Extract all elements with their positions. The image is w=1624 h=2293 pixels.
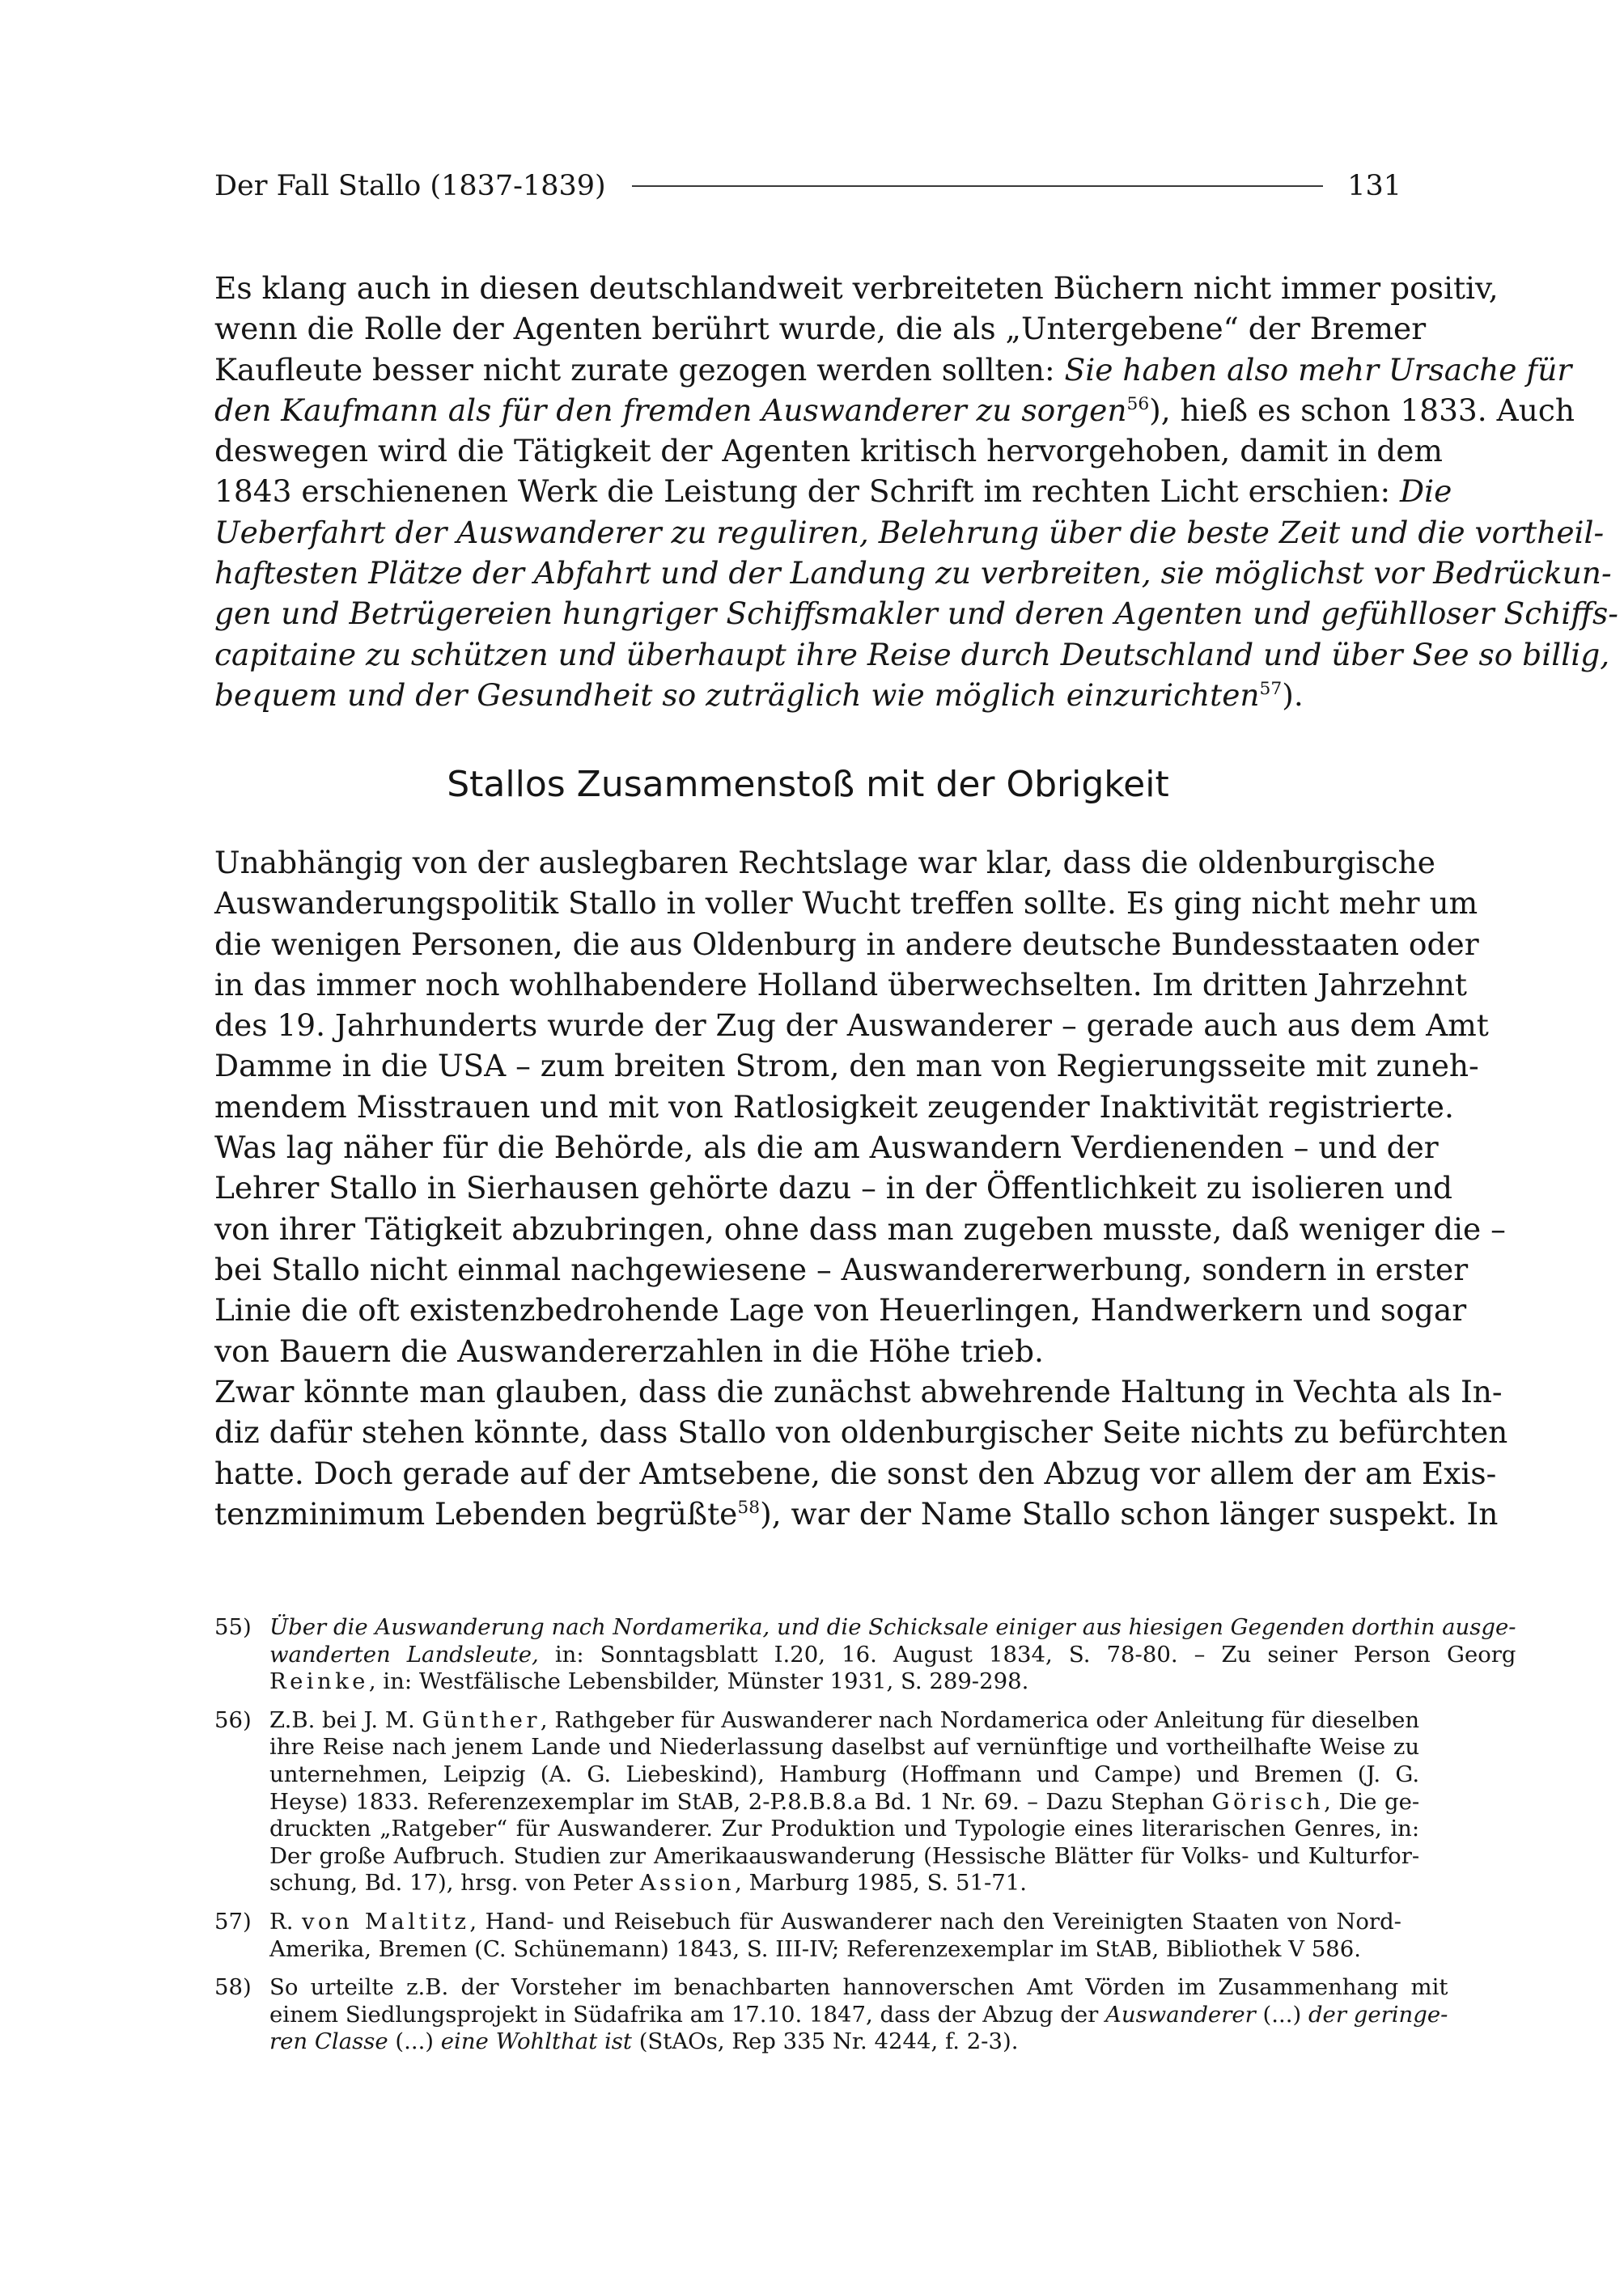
paragraph-2 <box>214 842 1506 1371</box>
text-line: Linie die oft existenzbedrohende Lage von Heuerlingen, Handwerkern und sogar <box>214 1292 1467 1329</box>
footnote-number: 58) <box>214 1974 252 2001</box>
text-line: mendem Misstrauen und mit von Ratlosigkeit zeugender Inaktivität registrierte. <box>214 1088 1454 1125</box>
text-line: Kaufleute besser nicht zurate gezogen werden sollten: Sie haben also mehr Ursache für <box>214 351 1572 388</box>
paragraph-3 <box>214 1371 1508 1534</box>
footnote-ref-58: 58 <box>737 1498 761 1519</box>
quote-italic: Die <box>1400 473 1452 510</box>
text-line: die wenigen Personen, die aus Oldenburg in andere deutsche Bundesstaaten oder <box>214 926 1479 962</box>
text-line: Unabhängig von der auslegbaren Rechtslage war klar, dass die oldenburgische <box>214 845 1435 880</box>
text-line: capitaine zu schützen und überhaupt ihre Reise durch Deutschland und über See so billig, <box>214 636 1610 672</box>
text-line: Auswanderungspolitik Stallo in voller Wucht treffen sollte. Es ging nicht mehr um <box>214 885 1478 922</box>
footnote-57 <box>214 1909 1401 1963</box>
footnote-text: Über die Auswanderung nach Nordamerika, und die Schicksale einiger aus hiesigen Gegenden dorthin ausge- wanderten Landsleute, in: Sonntagsblatt I.20, 16. August 1834, S. 78-80. – Zu seiner Person Georg Reinke, in: Westfälische Lebensbilder, Münster 1931, S. 289-298. <box>269 1614 1516 1695</box>
text-line: von ihrer Tätigkeit abzubringen, ohne dass man zugeben musste, daß weniger die – <box>214 1210 1506 1247</box>
author-name: Görisch <box>1211 1788 1325 1815</box>
text-line: wenn die Rolle der Agenten berührt wurde, die als „Untergebene“ der Bremer <box>214 311 1427 347</box>
text-line: 1843 erschienenen Werk die Leistung der Schrift im rechten Licht erschien: Die <box>214 473 1452 510</box>
text-line: Es klang auch in diesen deutschlandweit verbreiteten Büchern nicht immer positiv, <box>214 270 1499 306</box>
footnote-text: So urteilte z.B. der Vorsteher im benachbarten hannoverschen Amt Vörden im Zusammenhang mit einem Siedlungsprojekt in Südafrika am 17.10. 1847, dass der Abzug der Auswanderer (...) der geringe- ren Classe (...) eine Wohlthat ist (StAOs, Rep 335 Nr. 4244, f. 2-3). <box>269 1974 1448 2055</box>
text-line: in das immer noch wohlhabendere Holland überwechselten. Im dritten Jahrzehnt <box>214 966 1467 1002</box>
text-line: von Bauern die Auswandererzahlen in die Höhe trieb. <box>214 1333 1044 1369</box>
running-title: Der Fall Stallo (1837-1839) <box>214 170 606 202</box>
page-number: 131 <box>1347 170 1401 202</box>
text-line: hatte. Doch gerade auf der Amtsebene, die sonst den Abzug vor allem der am Exis- <box>214 1455 1497 1491</box>
text-line: tenzminimum Lebenden begrüßte$^{58}$), war der Name Stallo schon länger suspekt. In <box>214 1495 1499 1532</box>
text-line: den Kaufmann als für den fremden Auswanderer zu sorgen$^{56}$), hieß es schon 1833. Auch <box>214 392 1575 428</box>
footnote-text: Z.B. bei J. M. Günther, Rathgeber für Auswanderer nach Nordamerica oder Anleitung für dieselben ihre Reise nach jenem Lande und Niederlassung daselbst auf vernünftige und vortheilhafte Weise zu unternehmen, Leipzig (A. G. Liebeskind), Hamburg (Hoffmann und Campe) und Bremen (J. G. Heyse) 1833. Referenzexemplar im StAB, 2-P.8.B.8.a Bd. 1 Nr. 69. – Dazu Stephan Görisch, Die ge- druckten „Ratgeber“ für Auswanderer. Zur Produktion und Typologie eines literarischen Genres, in: Der große Aufbruch. Studien zur Amerikaauswanderung (Hessische Blätter für Volks- und Kulturfor- schung, Bd. 17), hrsg. von Peter Assion, Marburg 1985, S. 51-71. <box>269 1706 1420 1897</box>
author-name: Assion <box>639 1870 736 1897</box>
footnote-ref-56: 56 <box>1126 394 1150 415</box>
header-rule <box>632 185 1323 187</box>
text-line: Zwar könnte man glauben, dass die zunächst abwehrende Haltung in Vechta als In- <box>214 1374 1503 1409</box>
footnote-number: 55) <box>214 1614 252 1640</box>
text-line: Ueberfahrt der Auswanderer zu reguliren, Belehrung über die beste Zeit und die vortheil- <box>214 514 1605 550</box>
text-line: diz dafür stehen könnte, dass Stallo von oldenburgischer Seite nichts zu befürchten <box>214 1414 1508 1451</box>
text-line: deswegen wird die Tätigkeit der Agenten kritisch hervorgehoben, damit in dem <box>214 433 1443 469</box>
footnotes <box>214 1614 1516 2067</box>
footnote-ref-57: 57 <box>1259 679 1283 700</box>
running-header <box>214 166 1401 206</box>
author-name: von Maltitz <box>301 1908 470 1935</box>
text-line: Was lag näher für die Behörde, als die am Auswandern Verdienenden – und der <box>214 1130 1439 1166</box>
text-line: bequem und der Gesundheit so zuträglich wie möglich einzurichten$^{57}$). <box>214 676 1304 713</box>
paragraph-1 <box>214 268 1618 715</box>
quote-italic: den Kaufmann als für den fremden Auswanderer zu sorgen <box>214 392 1127 428</box>
footnote-number: 57) <box>214 1908 252 1935</box>
text-line: bei Stallo nicht einmal nachgewiesene – Auswandererwerbung, sondern in erster <box>214 1251 1469 1287</box>
text-line: des 19. Jahrhunderts wurde der Zug der Auswanderer – gerade auch aus dem Amt <box>214 1007 1489 1044</box>
footnote-text: R. von Maltitz, Hand- und Reisebuch für Auswanderer nach den Vereinigten Staaten von Nord- Amerika, Bremen (C. Schünemann) 1843, S. III-IV; Referenzexemplar im StAB, Bibliothek V 586. <box>269 1908 1401 1962</box>
footnote-58 <box>214 1974 1448 2056</box>
author-name: Günther <box>422 1706 541 1733</box>
footnote-56 <box>214 1706 1420 1897</box>
section-heading: Stallos Zusammenstoß mit der Obrigkeit <box>447 764 1169 805</box>
text-line: Lehrer Stallo in Sierhausen gehörte dazu – in der Öffentlichkeit zu isolieren und <box>214 1170 1453 1206</box>
footnote-number: 56) <box>214 1706 252 1733</box>
text-line: gen und Betrügereien hungriger Schiffsmakler und deren Agenten und gefühlloser Schiffs- <box>214 596 1618 632</box>
footnote-55 <box>214 1614 1516 1696</box>
quote-italic: Sie haben also mehr Ursache für <box>1064 351 1572 388</box>
text-line: haftesten Plätze der Abfahrt und der Landung zu verbreiten, sie möglichst vor Bedrückun- <box>214 555 1612 591</box>
author-name: Reinke <box>269 1668 369 1695</box>
text-line: Damme in die USA – zum breiten Strom, den man von Regierungsseite mit zuneh- <box>214 1048 1479 1084</box>
